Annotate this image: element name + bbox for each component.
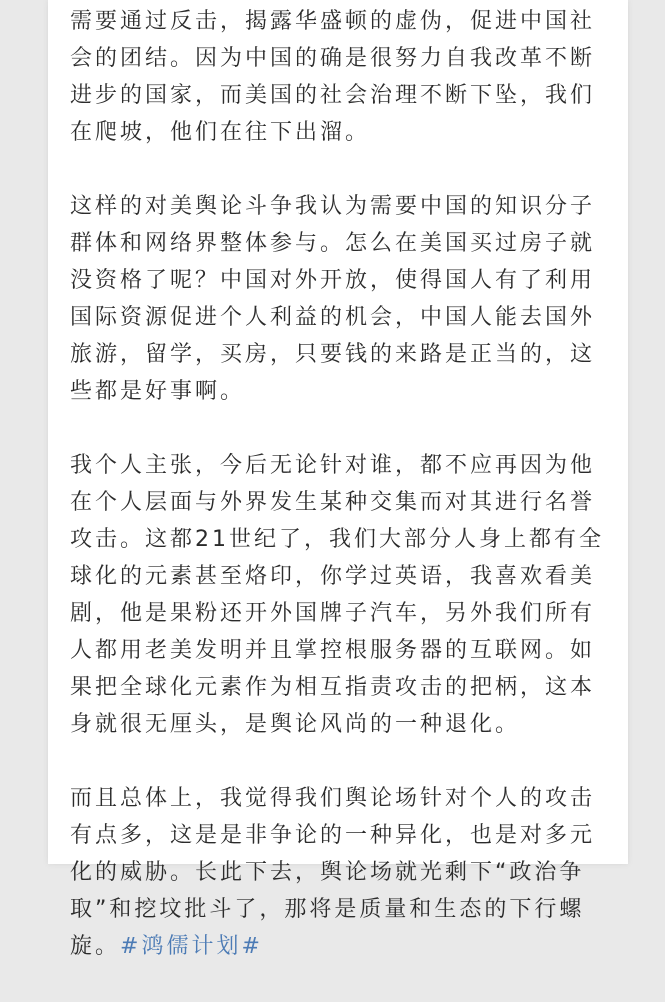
paragraph-2: 这样的对美舆论斗争我认为需要中国的知识分子群体和网络界整体参与。怎么在美国买过房子就没资格了呢？中国对外开放，使得国人有了利用国际资源促进个人利益的机会，中国人能去国外旅游，留学，买房，只要钱的来路是正当的，这些都是好事啊。: [70, 194, 596, 404]
article-page: [48, 0, 628, 959]
paragraph-1: 需要通过反击，揭露华盛顿的虚伪，促进中国社会的团结。因为中国的确是很努力自我改革不断进步的国家，而美国的社会治理不断下坠，我们在爬坡，他们在往下出溜。: [70, 9, 596, 145]
paragraph-3: 我个人主张，今后无论针对谁，都不应再因为他在个人层面与外界发生某种交集而对其进行名誉攻击。这都21世纪了，我们大部分人身上都有全球化的元素甚至烙印，你学过英语，我喜欢看美剧，他是果粉还开外国牌子汽车，另外我们所有人都用老美发明并且掌控根服务器的互联网。如果把全球化元素作为相互指责攻击的把柄，这本身就很无厘头，是舆论风尚的一种退化。: [70, 453, 604, 737]
paragraph-4: [70, 780, 610, 965]
hashtag-link[interactable]: #鸿儒计划#: [120, 934, 263, 959]
paragraph-4-text: 而且总体上，我觉得我们舆论场针对个人的攻击有点多，这是是非争论的一种异化，也是对多元化的威胁。长此下去，舆论场就光剩下“政治争取”和挖坟批斗了，那将是质量和生态的下行螺旋。: [70, 786, 596, 959]
article-body: [70, 3, 610, 1002]
